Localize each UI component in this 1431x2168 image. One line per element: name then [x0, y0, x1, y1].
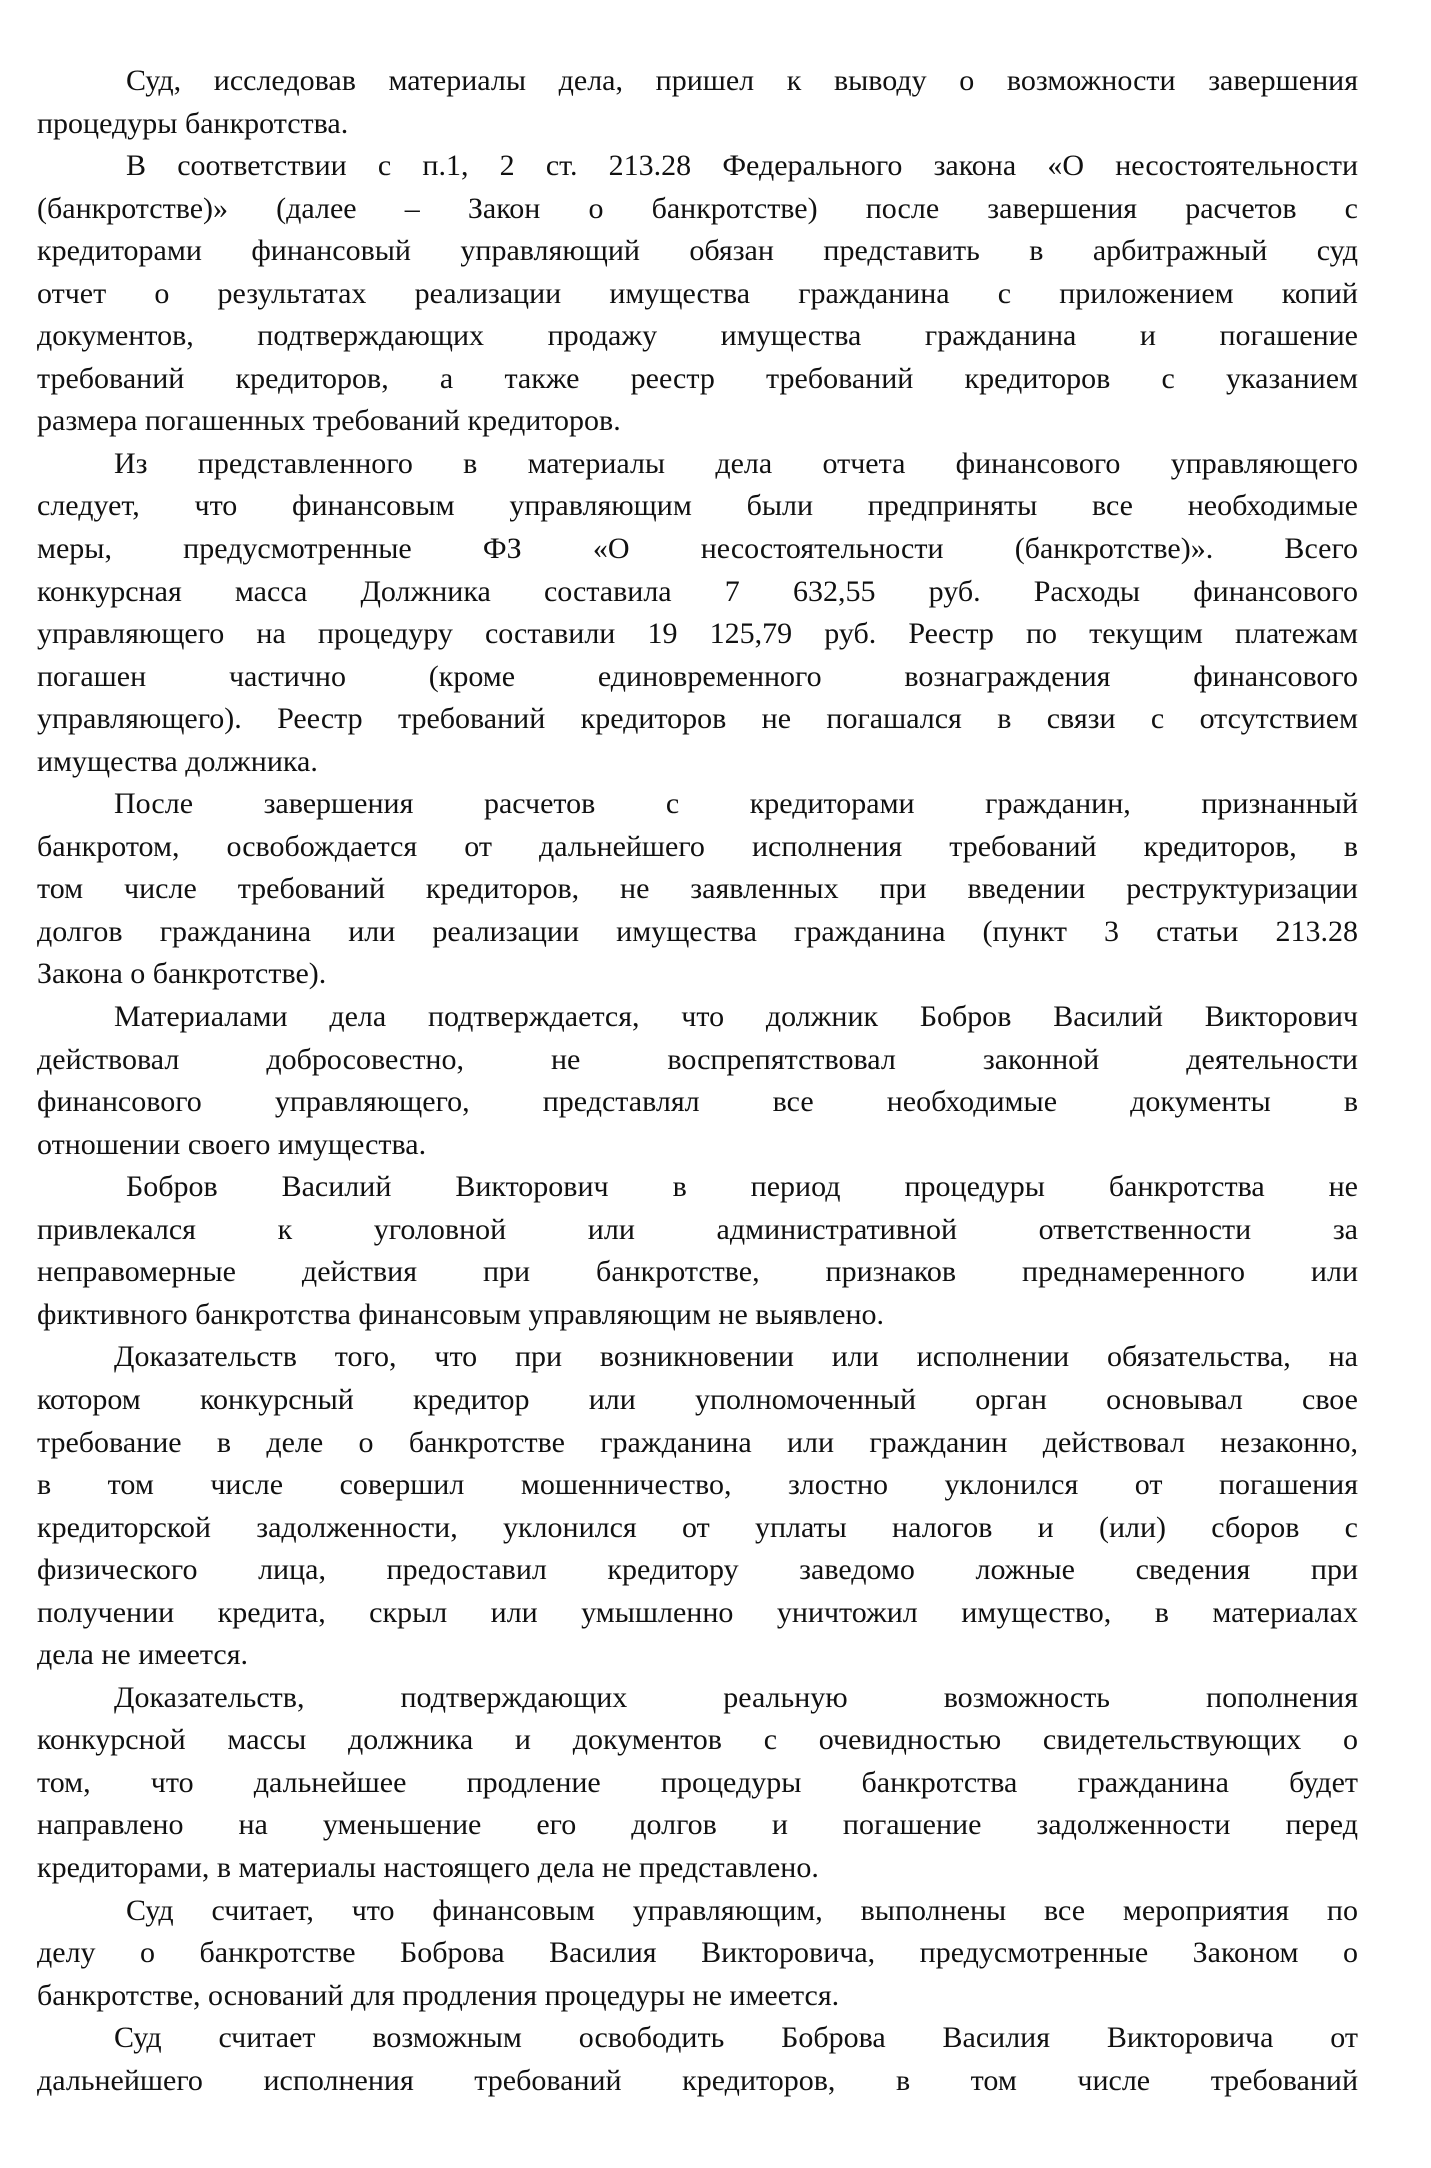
text-line: Бобров Василий Викторович в период процедуры банкротства не: [126, 1170, 1358, 1204]
text-line: неправомерные действия при банкротстве, признаков преднамеренного или: [37, 1255, 1358, 1289]
text-line: конкурсная масса Должника составила 7 632,55 руб. Расходы финансового: [37, 574, 1358, 608]
document-page: [37, 60, 1358, 2102]
text-line: делу о банкротстве Боброва Василия Викторовича, предусмотренные Законом о: [37, 1936, 1358, 1970]
text-line: Суд, исследовав материалы дела, пришел к выводу о возможности завершения: [126, 64, 1358, 97]
text-line: котором конкурсный кредитор или уполномоченный орган основывал свое: [37, 1382, 1358, 1416]
text-line: конкурсной массы должника и документов с очевидностью свидетельствующих о: [37, 1723, 1358, 1757]
paragraph: [37, 1166, 1358, 1336]
text-line: Доказательств того, что при возникновении или исполнении обязательства, на: [114, 1340, 1358, 1374]
text-line: получении кредита, скрыл или умышленно уничтожил имущество, в материалах: [37, 1595, 1358, 1629]
paragraph: [37, 145, 1358, 443]
text-line: банкротстве, оснований для продления процедуры не имеется.: [37, 1978, 840, 2012]
text-line: управляющего). Реестр требований кредиторов не погашался в связи с отсутствием: [37, 702, 1358, 736]
text-line: том, что дальнейшее продление процедуры банкротства гражданина будет: [37, 1765, 1358, 1799]
text-line: меры, предусмотренные ФЗ «О несостоятельности (банкротстве)». Всего: [37, 532, 1358, 566]
text-line: фиктивного банкротства финансовым управляющим не выявлено.: [37, 1297, 885, 1331]
text-line: привлекался к уголовной или административной ответственности за: [37, 1212, 1358, 1246]
text-line: Доказательств, подтверждающих реальную возможность пополнения: [114, 1680, 1358, 1714]
text-line: направлено на уменьшение его долгов и погашение задолженности перед: [37, 1808, 1358, 1842]
text-line: В соответствии с п.1, 2 ст. 213.28 Федерального закона «О несостоятельности: [126, 149, 1358, 183]
text-line: в том числе совершил мошенничество, злостно уклонился от погашения: [37, 1468, 1358, 1502]
paragraph: [37, 443, 1358, 783]
text-line: дальнейшего исполнения требований кредиторов, в том числе требований: [37, 2063, 1358, 2097]
text-line: имущества должника.: [37, 744, 318, 778]
text-line: кредиторами финансовый управляющий обязан представить в арбитражный суд: [37, 234, 1358, 268]
text-line: После завершения расчетов с кредиторами гражданин, признанный: [114, 787, 1358, 821]
text-line: Суд считает возможным освободить Боброва Василия Викторовича от: [114, 2021, 1358, 2055]
paragraph: [37, 1677, 1358, 1890]
text-line: том числе требований кредиторов, не заявленных при введении реструктуризации: [37, 872, 1358, 906]
text-line: (банкротстве)» (далее – Закон о банкротстве) после завершения расчетов с: [37, 191, 1358, 225]
paragraph: [37, 1336, 1358, 1676]
text-line: следует, что финансовым управляющим были предприняты все необходимые: [37, 489, 1358, 523]
text-line: требование в деле о банкротстве гражданина или гражданин действовал незаконно,: [37, 1425, 1358, 1459]
text-line: дела не имеется.: [37, 1638, 248, 1672]
text-line: отношении своего имущества.: [37, 1127, 427, 1161]
paragraph: [37, 1890, 1358, 2018]
text-line: банкротом, освобождается от дальнейшего исполнения требований кредиторов, в: [37, 829, 1358, 863]
text-line: процедуры банкротства.: [37, 106, 349, 140]
text-line: действовал добросовестно, не воспрепятствовал законной деятельности: [37, 1042, 1358, 1076]
text-line: финансового управляющего, представлял все необходимые документы в: [37, 1085, 1358, 1119]
paragraph: [37, 60, 1358, 145]
text-line: кредиторской задолженности, уклонился от уплаты налогов и (или) сборов с: [37, 1510, 1358, 1544]
text-line: требований кредиторов, а также реестр требований кредиторов с указанием: [37, 361, 1358, 395]
text-line: кредиторами, в материалы настоящего дела не представлено.: [37, 1850, 819, 1884]
text-line: долгов гражданина или реализации имущества гражданина (пункт 3 статьи 213.28: [37, 914, 1358, 948]
text-line: размера погашенных требований кредиторов.: [37, 404, 621, 438]
paragraph: [37, 996, 1358, 1166]
text-line: отчет о результатах реализации имущества гражданина с приложением копий: [37, 276, 1358, 310]
text-line: Суд считает, что финансовым управляющим, выполнены все мероприятия по: [126, 1893, 1358, 1927]
text-line: Материалами дела подтверждается, что должник Бобров Василий Викторович: [114, 1000, 1358, 1034]
text-line: управляющего на процедуру составили 19 125,79 руб. Реестр по текущим платежам: [37, 617, 1358, 651]
text-line: документов, подтверждающих продажу имущества гражданина и погашение: [37, 319, 1358, 353]
text-line: Из представленного в материалы дела отчета финансового управляющего: [114, 446, 1358, 480]
text-line: Закона о банкротстве).: [37, 957, 327, 991]
paragraph: [37, 2017, 1358, 2102]
paragraph: [37, 783, 1358, 996]
text-line: физического лица, предоставил кредитору заведомо ложные сведения при: [37, 1553, 1358, 1587]
text-line: погашен частично (кроме единовременного вознаграждения финансового: [37, 659, 1358, 693]
